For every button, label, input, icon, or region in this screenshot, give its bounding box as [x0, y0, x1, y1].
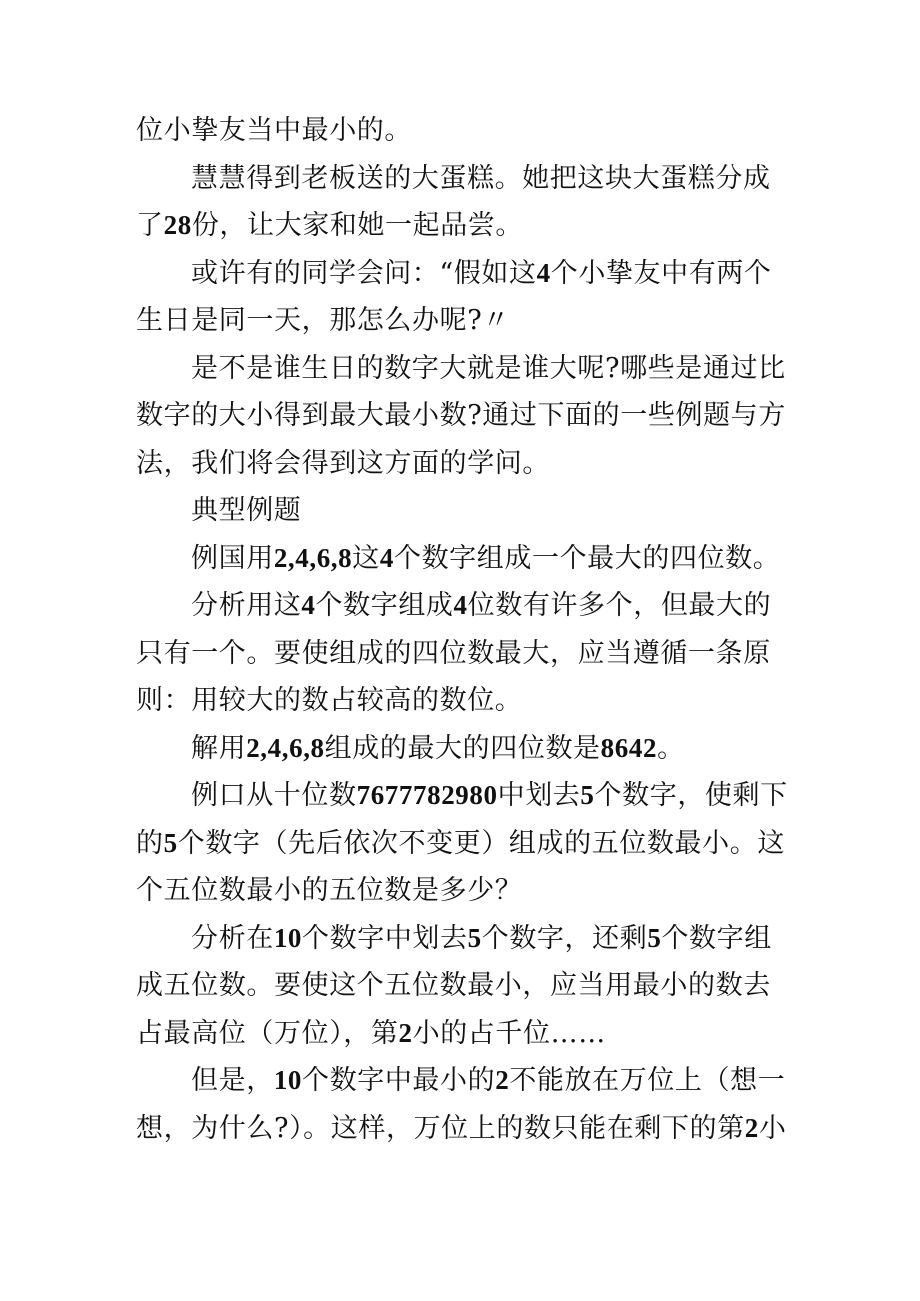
text-segment: 中划去 — [497, 780, 581, 811]
section-heading — [136, 487, 796, 535]
number-segment: 4 — [536, 257, 551, 288]
text-segment: 个小挚友中有两个生日是同一天，那怎么办呢?〃 — [136, 257, 772, 336]
text-segment: 组成的最大的四位数是 — [324, 732, 601, 764]
text-segment: 个数字组成一个最大的四位数。 — [393, 542, 781, 574]
number-segment: 4 — [453, 590, 468, 620]
number-segment: 2 — [495, 1065, 510, 1095]
text-segment: 个数字，使剩下的 — [136, 780, 788, 859]
text-segment: 例口从十位数 — [191, 780, 357, 811]
text-segment: 个数字，还剩 — [481, 922, 648, 954]
number-segment: 10 — [273, 922, 303, 953]
text-segment: 不能放在万位上（想一想，为什么?）。这样，万位上的数只能在剩下的第 — [136, 1065, 786, 1144]
number-segment: 5 — [467, 922, 482, 953]
paragraph-10 — [136, 1057, 796, 1152]
text-segment: 是不是谁生日的数字大就是谁大呢?哪些是通过比数字的大小得到最大最小数?通过下面的一些例题与方法，我们将会得到这方面的学问。 — [136, 352, 786, 479]
number-segment: 2,4,6,8 — [246, 732, 325, 763]
text-segment: 位小挚友当中最小的。 — [136, 115, 412, 146]
paragraph-1 — [136, 155, 796, 250]
text-segment: 个数字中最小的 — [302, 1065, 496, 1096]
text-segment: 小的占千位…… — [412, 1017, 606, 1049]
text-segment: 例国用 — [191, 542, 274, 574]
text-segment: 位数有许多个，但最大的只有一个。要使组成的四位数最大，应当遵循一条原则：用较大的数占较高的数位。 — [136, 590, 772, 716]
number-segment: 2 — [398, 1017, 413, 1048]
number-segment: 28 — [163, 210, 192, 240]
text-segment: 个数字组成五位数。要使这个五位数最小，应当用最小的数去占最高位（万位），第 — [136, 922, 772, 1049]
text-segment: 个数字（先后依次不变更）组成的五位数最小。这个五位数最小的五位数是多少？ — [136, 827, 785, 906]
text-segment: 份，让大家和她一起品尝。 — [191, 210, 524, 241]
number-segment: 7677782980 — [356, 780, 498, 810]
paragraph-7 — [136, 725, 796, 773]
text-segment: 小 — [758, 1112, 787, 1144]
number-segment: 5 — [647, 922, 662, 953]
paragraph-3 — [136, 345, 796, 488]
text-segment: 分析在 — [191, 922, 274, 954]
paragraph-2 — [136, 250, 796, 345]
number-segment: 5 — [580, 780, 595, 810]
number-segment: 8642 — [600, 732, 658, 763]
number-segment: 4 — [379, 542, 394, 573]
text-segment: 典型例题 — [191, 495, 302, 526]
text-segment: 这 — [352, 542, 380, 574]
text-segment: 但是， — [191, 1065, 274, 1096]
text-segment: 或许有的同学会问：“假如这 — [191, 257, 537, 289]
paragraph-9 — [136, 915, 796, 1058]
paragraph-5 — [136, 535, 796, 583]
number-segment: 10 — [273, 1065, 303, 1095]
number-segment: 4 — [301, 590, 316, 620]
text-segment: 个数字组成 — [315, 590, 454, 621]
number-segment: 2,4,6,8 — [273, 542, 353, 573]
text-segment: 慧慧得到老板送的大蛋糕。她把这块大蛋糕分成了 — [136, 162, 771, 241]
number-segment: 5 — [163, 827, 178, 858]
document-body — [136, 107, 796, 1152]
text-segment: 分析用这 — [191, 590, 302, 621]
paragraph-8 — [136, 772, 796, 915]
text-segment: 。 — [657, 732, 685, 764]
number-segment: 2 — [744, 1112, 759, 1143]
paragraph-6 — [136, 582, 796, 725]
text-segment: 解用 — [191, 732, 247, 764]
paragraph-0 — [136, 107, 796, 155]
text-segment: 个数字中划去 — [302, 922, 468, 954]
